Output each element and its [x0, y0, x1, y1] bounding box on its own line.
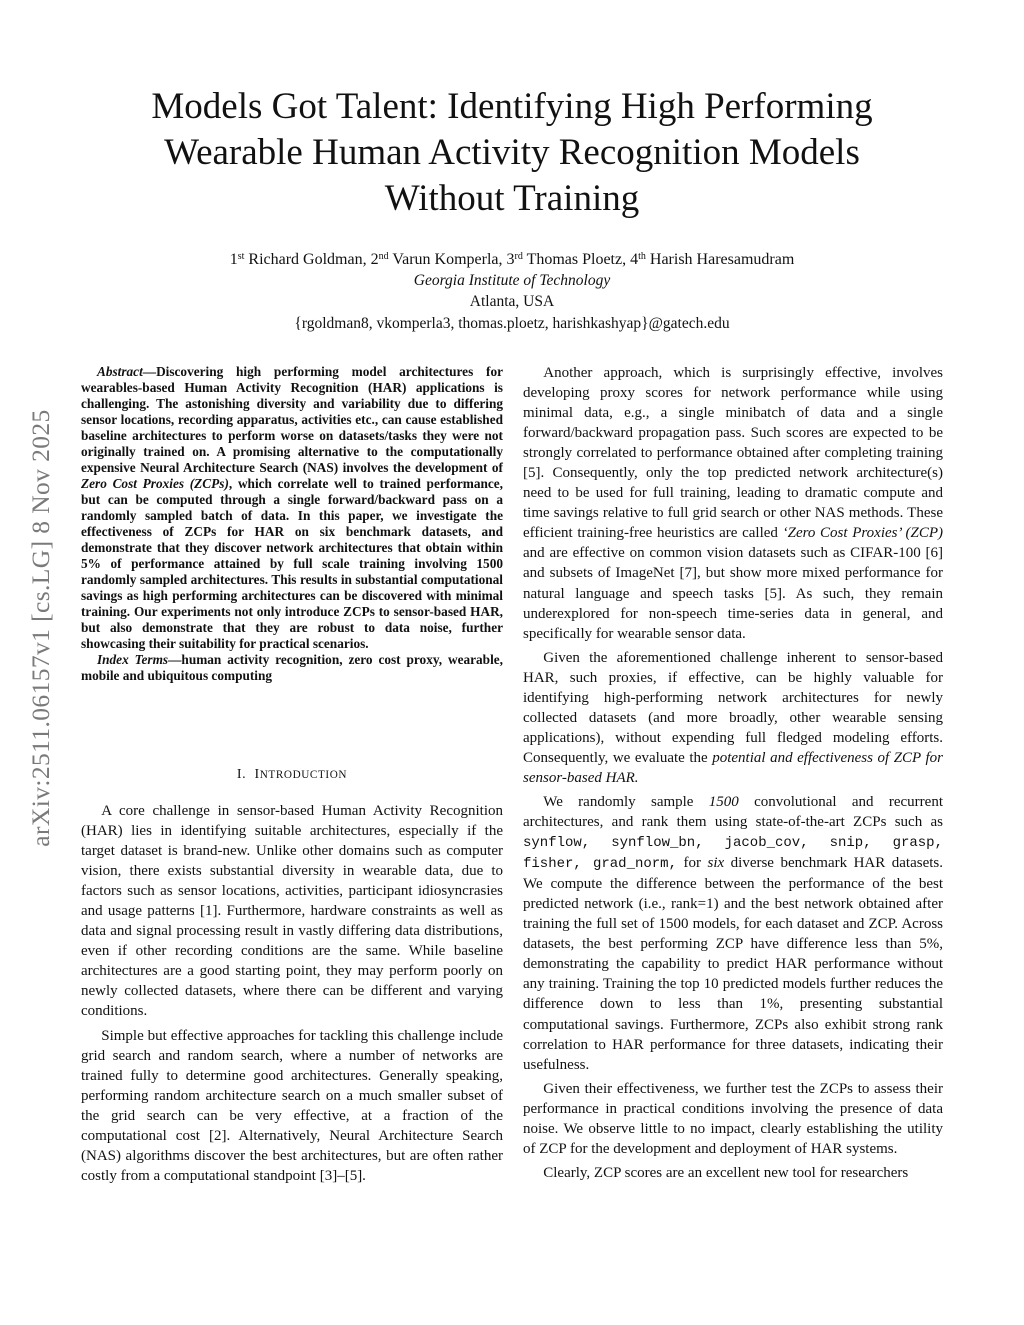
body-emphasis: six	[707, 855, 725, 872]
body-text: diverse benchmark HAR datasets. We compute the difference between the performance of the best predicted network (i.e., rank=1) and the best network obtained after training the full set of 1500 models, for each dataset and ZCP. Across datasets, the best performing ZCP have difference less than 5%, demonstrating the capability to predict HAR performance without any training. Training the top 10 predicted models further reduces the difference down to less than 1%, presenting substantial computational savings. Furthermore, ZCPs also exhibit strong rank correlation to HAR performance for three datasets, indicating their usefulness.	[523, 855, 944, 1073]
index-terms-text: —human activity recognition, zero cost proxy, wearable, mobile and ubiquitous computing	[81, 652, 504, 683]
author-ordinal: 1	[229, 251, 238, 268]
author-name: Thomas Ploetz	[526, 251, 623, 268]
body-text: Another approach, which is surprisingly effective, involves developing proxy scores for network performance while using minimal data, e.g., a single minibatch of data and a single forward/backward propagation pass. Such scores are expected to be strongly correlated to performance obtained after completing training [5]. Consequently, only the top predicted network architecture(s) need to be used for full training, leading to dramatic compute and time savings relative to full grid search or other NAS methods. These efficient training-free heuristics are called	[523, 365, 943, 542]
author-ordinal-suffix: rd	[514, 251, 523, 262]
title-line: Wearable Human Activity Recognition Models	[164, 132, 860, 173]
abstract-label: Abstract	[96, 364, 143, 379]
paper-title	[60, 84, 964, 222]
body-paragraph	[523, 792, 943, 1075]
body-emphasis: ‘Zero Cost Proxies’ (ZCP)	[782, 525, 943, 542]
author-list: 1st Richard Goldman, 2nd Varun Komperla, 3rd Thomas Ploetz, 4th Harish Haresamudram	[229, 251, 795, 268]
author-ordinal-suffix: st	[237, 251, 245, 262]
body-text: convolutional and recurrent architectures, and rank them using state-of-the-art ZCPs such as	[523, 793, 943, 831]
section-title-rest: NTRODUCTION	[259, 769, 348, 781]
abstract-dash: —	[142, 364, 157, 379]
abstract-text: , which correlate well to trained performance, but can be computed through a single forward/backward pass on a randomly sampled batch of data. In this paper, we investigate the effectiveness of ZCPs for HAR on six benchmark datasets, and demonstrate that they discover network architectures that obtain within 5% of performance attained by full scale training involving 1500 randomly sampled architectures. This results in substantial computational savings as high performing architectures can be discovered with minimal training. Our experiments not only introduce ZCPs to sensor-based HAR, but also demonstrate that they are robust to data noise, further showcasing their suitability for practical scenarios.	[81, 476, 503, 651]
author-ordinal-suffix: nd	[378, 251, 389, 262]
arxiv-stamp-text: arXiv:2511.06157v1 [cs.LG] 8 Nov 2025	[26, 409, 55, 847]
right-column-body	[523, 363, 943, 1183]
author-name: Varun Komperla	[392, 251, 499, 268]
body-emphasis: potential and effectiveness of ZCP for sensor-based HAR.	[523, 749, 943, 786]
body-paragraph: Given their effectiveness, we further test the ZCPs to assess their performance in practical conditions involving the presence of data noise. We observe little to no impact, clearly establishing the utility of ZCP for the development and deployment of HAR systems.	[523, 1080, 943, 1157]
author-ordinal: 2	[370, 251, 379, 268]
body-text: for	[676, 855, 708, 872]
body-paragraph: Clearly, ZCP scores are an excellent new tool for researchers	[543, 1164, 909, 1181]
code-list: synflow, synflow_bn, jacob_cov, snip, grasp, fisher, grad_norm,	[523, 835, 943, 873]
body-text: Given the aforementioned challenge inherent to sensor-based HAR, such proxies, if effective, can be highly valuable for identifying high-performing network architectures for newly collected datasets (and more broadly, other wearable sensing applications), without expending full fledged modeling efforts. Consequently, we evaluate the	[523, 649, 943, 766]
location: Atlanta, USA	[469, 293, 555, 310]
body-paragraph: A core challenge in sensor-based Human Activity Recognition (HAR) lies in identifying suitable architectures, especially if the target dataset is brand-new. Unlike other domains such as computer vision, there exists substantial diversity in wearable data, due to factors such as sensor locations, activities, participant idiosyncrasies and usage patterns [1]. Furthermore, hardware constraints as well as data and signal processing result in vastly differing data distributions, even if other recording conditions are the same. While baseline architectures are a good starting point, they may perform poorly on newly collected datasets, where there can be different and varying conditions.	[81, 803, 503, 1020]
abstract-emphasis: Zero Cost Proxies (ZCPs)	[81, 476, 229, 491]
index-terms	[81, 652, 503, 684]
author-ordinal: 3	[506, 251, 515, 268]
affiliation: Georgia Institute of Technology	[413, 272, 611, 289]
body-paragraph: Simple but effective approaches for tackling this challenge include grid search and random search, where a number of networks are trained fully to determine good architectures. Generally speaking, performing random architecture search on a much smaller subset of the grid search can be very effective, at a fraction of the computational cost [2]. Alternatively, Neural Architecture Search (NAS) algorithms discover the best architectures, but are often rather costly from a computational standpoint [3]–[5].	[81, 1027, 503, 1184]
body-emphasis: 1500	[708, 793, 739, 810]
author-name: Harish Haresamudram	[649, 251, 795, 268]
abstract-text: Discovering high performing model architectures for wearables-based Human Activity Recognition (HAR) applications is challenging. The astonishing diversity and variability due to differing sensor locations, recording apparatus, activities etc., can cause established baseline architectures to perform worse on datasets/tasks they were not originally trained on. A promising alternative to the computationally expensive Neural Architecture Search (NAS) involves the development of	[81, 364, 503, 475]
author-name: Richard Goldman	[248, 251, 363, 268]
section-number: I.	[236, 767, 247, 782]
author-ordinal: 4	[630, 251, 639, 268]
body-paragraph	[523, 648, 943, 788]
author-emails: {rgoldman8, vkomperla3, thomas.ploetz, harishkashyap}@gatech.edu	[294, 315, 730, 332]
body-paragraph	[523, 363, 943, 644]
abstract-paragraph	[81, 364, 503, 652]
title-line: Models Got Talent: Identifying High Performing	[151, 86, 873, 127]
section-heading	[81, 767, 503, 783]
abstract-block	[81, 364, 503, 684]
body-text: and are effective on common vision datasets such as CIFAR-100 [6] and subsets of ImageNet [7], but show more mixed performance for natural language and speech tasks [5]. As such, they remain underexplored for non-speech time-series data in general, and specifically for wearable sensor data.	[523, 545, 943, 642]
section-title-first: I	[254, 767, 260, 782]
author-ordinal-suffix: th	[638, 251, 646, 262]
title-line: Without Training	[384, 178, 640, 219]
body-text: We randomly sample	[543, 793, 709, 810]
index-terms-label: Index Terms	[96, 652, 169, 667]
left-column-body	[81, 801, 503, 1186]
